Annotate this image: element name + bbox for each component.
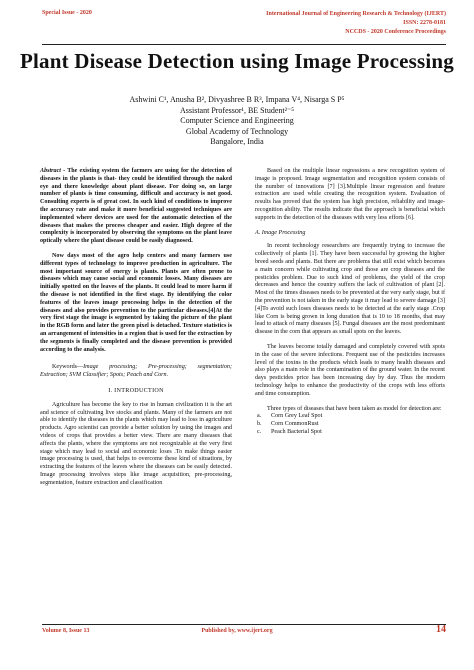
right-paragraph-3: The leaves become totally damaged and completely covered with spots in the case of the severe infections. Frequent use of the pesticides increases level of the toxins in the products which leads to many health diseases and also plays a main role in the contamination of the ground water. In the recent days pesticides price has been increasing day by day. Thus the modern technology helps to enhance the productivity of the crops with less efforts and time consumption. bbox=[255, 343, 445, 397]
list-item bbox=[255, 421, 445, 429]
right-paragraph-4: Three types of diseases that have been taken as model for detection are: bbox=[267, 405, 442, 412]
footer-divider bbox=[42, 624, 446, 625]
header-issn: ISSN: 2278-0181 bbox=[403, 20, 446, 26]
author-city: Bangalore, India bbox=[210, 137, 264, 146]
header-proceedings: NCCDS - 2020 Conference Proceedings bbox=[345, 29, 446, 35]
abstract-text-1: - The existing system the farmers are using for the detection of diseases in the plants is that- they could be identified through the naked eye and there knowledge about plant disease. For doing so, on large number of plants is time consuming, difficult and accuracy is not good. Consulting experts is of great cost. In such kind of conditions to improve the accuracy rate and make it more beneficial suggested techniques are implemented where devices are used for the automatic detection of the diseases that makes the process cheaper and easier. High degree of the complexity is incorporated by observing the symptoms on the plant leave optically where the plant disease could be easily diagnosed. bbox=[40, 168, 232, 245]
author-role: Assistant Professor¹, BE Student²⁻⁵ bbox=[179, 105, 295, 115]
list-item-marker: c. bbox=[257, 428, 262, 435]
right-paragraph-1: Based on the multiple linear regressions a new recognition system of image is proposed. Image segmentation and recognition system consists of the number of innovations [7] [3].Multiple linear regression and feature extraction are used while creating the recognition system. Evaluation of results has proved that the system has high precision, reliability and image-recognition ability. The results indicate that the approach is beneficial which supports in the detection of the diseases with very less efforts [6]. bbox=[255, 168, 445, 221]
paper-title: Plant Disease Detection using Image Processing bbox=[19, 49, 455, 73]
author-department: Computer Science and Engineering bbox=[180, 116, 294, 125]
footer-volume: Volume 8, Issue 13 bbox=[42, 628, 90, 634]
abstract-label: Abstract bbox=[40, 168, 61, 174]
list-item-text: Corn Grey Leaf Spot bbox=[271, 413, 323, 420]
header-journal bbox=[266, 10, 446, 37]
list-item bbox=[255, 429, 445, 437]
right-paragraph-2: In recent technology researchers are frequently trying to increase the collectively of plants [1]. They have been successful by growing the higher breed seeds and plants. But there are problems that still exist which becomes a main concern while cultivating crop and those are crop diseases and the pesticides problem. Due to such kind of problems, the yield of the crop decreases and hence the country suffers the lack of cultivation of plant [2]. Most of the times diseases needs to be prevented at the very early stage, but if the prevention is not taken in the early stage it may lead to severe damage [3][4]To avoid such loses diseases needs to be detected at the early stage .Crop like Corn is being grown in long duration that is 10 to 18 months, that may lead to attack of many diseases [5]. Fungal diseases are the most predominant disease in the corn that appears as small spots on the leaves. bbox=[255, 243, 445, 336]
abstract-paragraph-2: Now days most of the agro help centers and many farmers use different types of technology to improve production in agriculture. The most important source of energy is plants. Plants are often prone to diseases which may cause social and economic losses. Many diseases are initially spotted on the leaves of the plants. It could lead to more harm if the disease is not identified in the first stage. By identifying the color features of the leaves image processing helps in the detection of the diseases and also provides prevention to the particular diseases.[4]At the very first stage the image is segmented by taking the picture of the plant in the RGB form and later the green pixel is detached. Texture statistics is an arrangement of intensities in a region that is used for the extraction by the segments is finally completed and the disease prevention is provided according to the analysis. bbox=[40, 252, 232, 353]
list-item-marker: a. bbox=[257, 413, 262, 420]
keywords-text: Image processing; Pre-processing; segmentation; Extraction; SVM Classifier; Spots; Peach and Corn. bbox=[40, 364, 232, 379]
header-issue: Special Issue - 2020 bbox=[42, 10, 92, 16]
abstract-paragraph-1 bbox=[40, 168, 232, 244]
left-column bbox=[40, 168, 232, 487]
header-journal-name: International Journal of Engineering Research & Technology (IJERT) bbox=[266, 11, 446, 17]
right-column bbox=[255, 168, 445, 437]
abstract bbox=[40, 168, 232, 354]
disease-list bbox=[255, 413, 445, 436]
footer-publisher: Published by, www.ijert.org bbox=[201, 628, 273, 634]
subsection-heading-image-processing: A. Image Processing bbox=[255, 229, 306, 236]
author-college: Global Academy of Technology bbox=[185, 126, 289, 136]
keywords bbox=[40, 364, 232, 380]
author-names: Ashwini C¹, Anusha B², Divyashree B R³, Impana V⁴, Nisarga S P⁵ bbox=[129, 95, 345, 104]
list-item-text: Peach Bacterial Spot bbox=[271, 428, 322, 435]
page-number: 14 bbox=[436, 624, 446, 635]
list-item-marker: b. bbox=[257, 421, 262, 428]
author-block bbox=[0, 95, 474, 148]
list-item bbox=[255, 413, 445, 421]
list-item-text: Corn CommonRust bbox=[271, 421, 319, 428]
section-heading-introduction: I. INTRODUCTION bbox=[108, 387, 164, 394]
introduction-paragraph: Agriculture has become the key to rise in human civilization it is the art and science of cultivating live stocks and plants. Many of the farmers are not able to identify the diseases in the plants which may lead to loss in agriculture products. Agro scientist can provide a better solution by using the images and videos of crops that provides a better view. There are many diseases that affects the plants, where the symptoms are not recognizable at the very first stage which may lead to social and economic loses .To make things easier image processing is used, that helps to overcome these kind of situations, by extracting the features of the leaves where the diseases can be easily detected. Image processing involves steps like image acquisition, pre-processing, segmentation, feature extraction and classification bbox=[40, 401, 232, 486]
keywords-label: Keywords— bbox=[52, 364, 84, 371]
header-divider bbox=[42, 44, 446, 45]
